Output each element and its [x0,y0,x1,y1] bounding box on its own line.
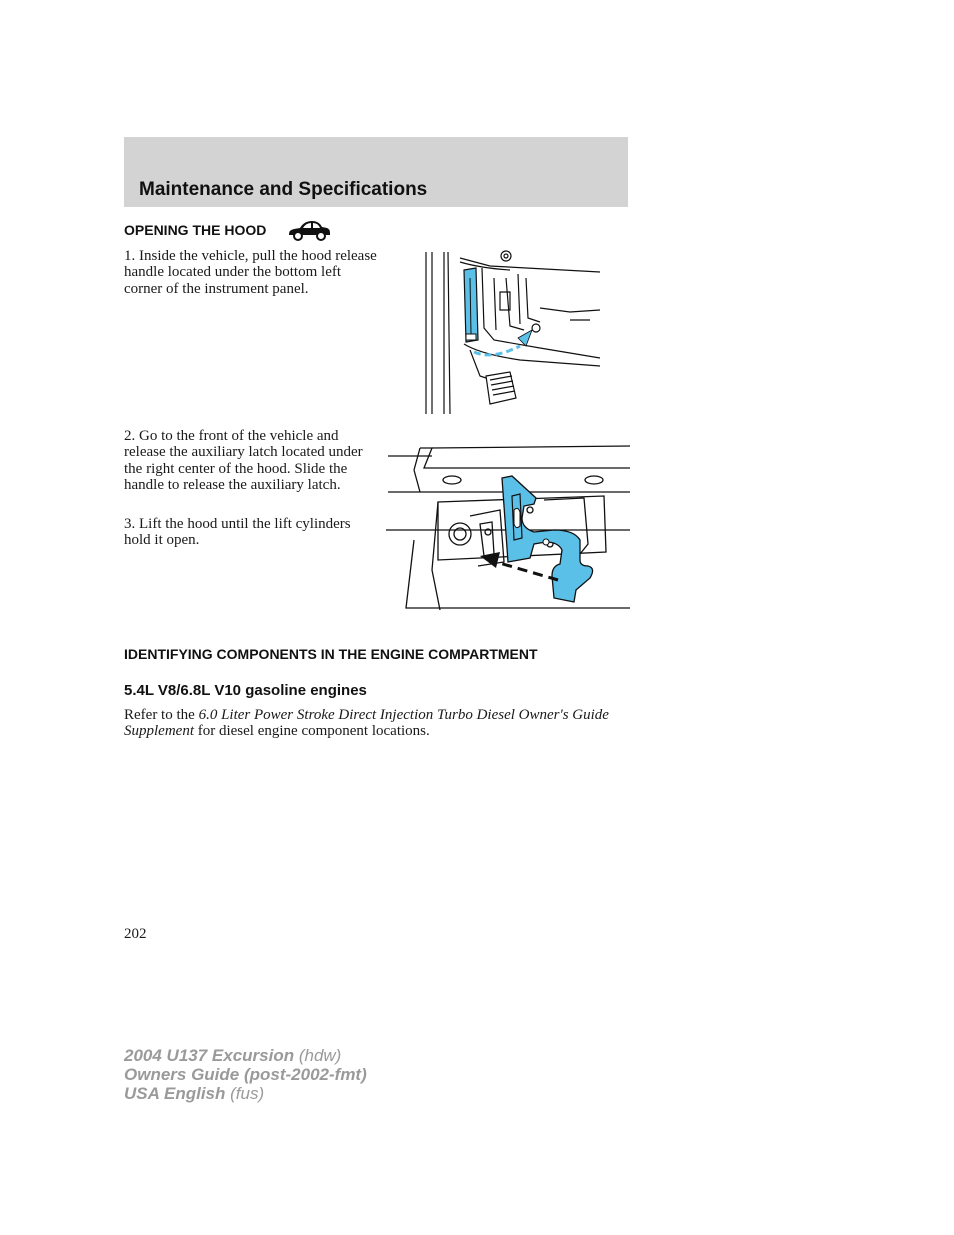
diesel-reference-text: Refer to the 6.0 Liter Power Stroke Direct Injection Turbo Diesel Owner's Guide Supplement for diesel engine component locations. [124,707,609,740]
step-3-text: 3. Lift the hood until the lift cylinders hold it open. [124,516,351,549]
car-icon [287,218,331,242]
document-footer [124,1046,367,1103]
engine-subheading: 5.4L V8/6.8L V10 gasoline engines [124,682,367,699]
footer-line-2: Owners Guide (post-2002-fmt) [124,1065,367,1084]
page-title: Maintenance and Specifications [139,179,428,200]
footer-line-3: USA English (fus) [124,1084,265,1103]
hood-release-handle-illustration [420,248,610,416]
footer-line-1: 2004 U137 Excursion (hdw) [124,1046,342,1065]
diesel-supplement-title: 6.0 Liter Power Stroke Direct Injection Turbo Diesel Owner's Guide Supplement [124,707,609,740]
section-heading-opening-hood: OPENING THE HOOD [124,222,267,238]
auxiliary-latch-illustration [384,440,632,612]
section-header-band [124,137,628,207]
section-heading-engine-compartment: IDENTIFYING COMPONENTS IN THE ENGINE COMPARTMENT [124,646,538,662]
step-1-text: 1. Inside the vehicle, pull the hood release handle located under the bottom left corner of the instrument panel. [124,248,377,297]
page-number: 202 [124,926,147,942]
step-2-text: 2. Go to the front of the vehicle and release the auxiliary latch located under the right center of the hood. Slide the handle to release the auxiliary latch. [124,428,363,494]
